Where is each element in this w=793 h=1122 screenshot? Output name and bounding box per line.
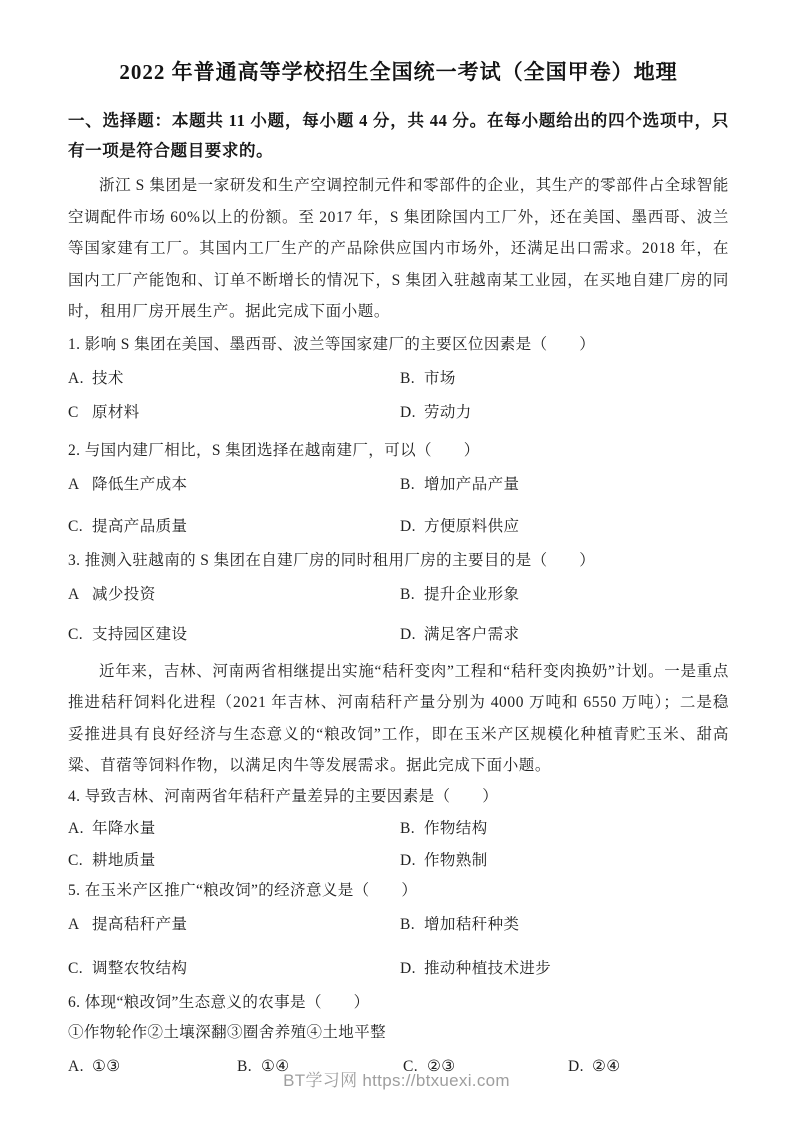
question-4: 4. 导致吉林、河南两省年秸秆产量差异的主要因素是（ ） [68, 787, 499, 805]
option-text: 年降水量 [92, 819, 156, 837]
option-label: D. [400, 851, 416, 869]
option-label: B. [400, 475, 416, 493]
option-text: 提升企业形象 [424, 585, 520, 603]
page-title: 2022 年普通高等学校招生全国统一考试（全国甲卷）地理 [119, 60, 678, 84]
option-label: C. [68, 625, 84, 643]
option-text: 原材料 [92, 403, 140, 421]
question-5-options [68, 914, 729, 980]
option-text: ①③ [92, 1057, 121, 1075]
option-label: C. [68, 851, 84, 869]
question-1-options [68, 368, 729, 424]
option-label: A [68, 585, 80, 603]
option-label: C. [403, 1057, 419, 1075]
option-1a [68, 368, 400, 390]
option-text: 劳动力 [424, 403, 472, 421]
option-3b [400, 584, 729, 606]
section-header: 一、选择题：本题共 11 小题，每小题 4 分，共 44 分。在每小题给出的四个选项中，只有一项是符合题目要求的。 [68, 111, 729, 160]
option-text: 作物熟制 [424, 851, 488, 869]
option-label: C [68, 403, 79, 421]
question-6-items: ①作物轮作②土壤深翻③圈舍养殖④土地平整 [68, 1023, 387, 1041]
option-label: A. [68, 1057, 84, 1075]
option-2d [400, 516, 729, 538]
option-text: 方便原料供应 [424, 517, 520, 535]
option-label: D. [568, 1057, 584, 1075]
option-text: 调整农牧结构 [92, 959, 188, 977]
option-5b [400, 914, 729, 936]
option-3d [400, 624, 729, 646]
option-4c [68, 850, 400, 872]
question-2-options [68, 474, 729, 538]
option-label: B. [400, 585, 416, 603]
option-text: 满足客户需求 [424, 625, 520, 643]
option-text: 提高秸秆产量 [92, 915, 188, 933]
option-1d [400, 402, 729, 424]
option-label: D. [400, 625, 416, 643]
option-5a [68, 914, 400, 936]
option-label: A. [68, 819, 84, 837]
passage-1: 浙江 S 集团是一家研发和生产空调控制元件和零部件的企业，其生产的零部件占全球智能空调配件市场 60%以上的份额。至 2017 年，S 集团除国内工厂外，还在美国、墨西哥、波兰等国家建有工厂。其国内工厂生产的产品除供应国内市场外，还满足出口需求。2018 年，在国内工厂产能饱和、订单不断增长的情况下，S 集团入驻越南某工业园，在买地自建厂房的同时，租用厂房开展生产。据此完成下面小题。 [68, 177, 729, 320]
option-text: ①④ [261, 1057, 290, 1075]
question-2: 2. 与国内建厂相比，S 集团选择在越南建厂，可以（ ） [68, 441, 480, 459]
question-5: 5. 在玉米产区推广“粮改饲”的经济意义是（ ） [68, 881, 418, 899]
option-4b [400, 818, 729, 840]
option-1b [400, 368, 729, 390]
option-3a [68, 584, 400, 606]
option-text: 支持园区建设 [92, 625, 188, 643]
watermark-footer: BT学习网 https://btxuexi.com [283, 1071, 510, 1090]
option-text: 耕地质量 [92, 851, 156, 869]
page-content [0, 56, 793, 1078]
option-label: A [68, 475, 80, 493]
option-label: D. [400, 517, 416, 535]
option-label: D. [400, 403, 416, 421]
option-label: D. [400, 959, 416, 977]
option-label: A [68, 915, 80, 933]
option-2a [68, 474, 400, 496]
option-1c [68, 402, 400, 424]
option-2b [400, 474, 729, 496]
question-3: 3. 推测入驻越南的 S 集团在自建厂房的同时租用厂房的主要目的是（ ） [68, 551, 596, 569]
option-text: 增加产品产量 [424, 475, 520, 493]
option-label: B. [400, 369, 416, 387]
option-label: B. [400, 819, 416, 837]
option-text: 技术 [92, 369, 124, 387]
option-5d [400, 958, 729, 980]
question-1: 1. 影响 S 集团在美国、墨西哥、波兰等国家建厂的主要区位因素是（ ） [68, 335, 596, 353]
option-2c [68, 516, 400, 538]
option-text: 作物结构 [424, 819, 488, 837]
option-3c [68, 624, 400, 646]
option-text: ②④ [592, 1057, 621, 1075]
option-label: C. [68, 517, 84, 535]
option-text: 增加秸秆种类 [424, 915, 520, 933]
question-4-options [68, 818, 729, 872]
option-label: B. [237, 1057, 253, 1075]
option-text: 提高产品质量 [92, 517, 188, 535]
option-text: ②③ [427, 1057, 456, 1075]
option-label: A. [68, 369, 84, 387]
option-text: 减少投资 [92, 585, 156, 603]
option-text: 推动种植技术进步 [424, 959, 552, 977]
passage-2: 近年来，吉林、河南两省相继提出实施“秸秆变肉”工程和“秸秆变肉换奶”计划。一是重点推进秸秆饲料化进程（2021 年吉林、河南秸秆产量分别为 4000 万吨和 6550 万吨）；二是稳妥推进具有良好经济与生态意义的“粮改饲”工作，即在玉米产区规模化种植青贮玉米、甜高粱、苜蓿等饲料作物，以满足肉牛等发展需求。据此完成下面小题。 [68, 662, 729, 774]
option-label: C. [68, 959, 84, 977]
option-4a [68, 818, 400, 840]
option-5c [68, 958, 400, 980]
question-3-options [68, 584, 729, 646]
option-label: B. [400, 915, 416, 933]
question-6: 6. 体现“粮改饲”生态意义的农事是（ ） [68, 993, 370, 1011]
option-text: 市场 [424, 369, 456, 387]
option-text: 降低生产成本 [92, 475, 188, 493]
option-4d [400, 850, 729, 872]
